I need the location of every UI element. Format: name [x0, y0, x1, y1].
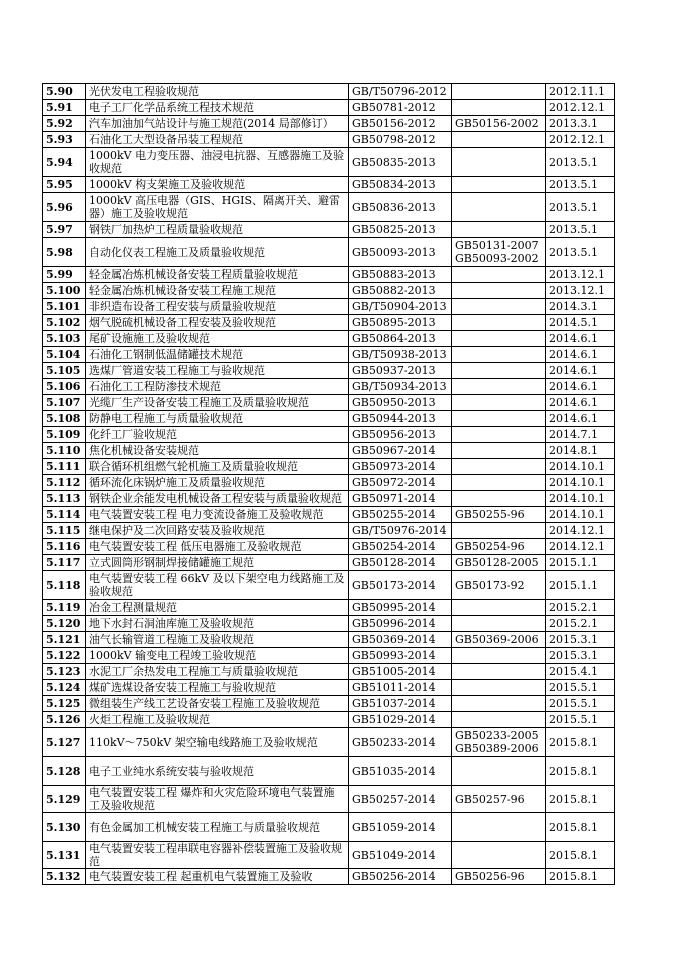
replaced-standard: [452, 616, 546, 632]
row-number: 5.110: [43, 443, 86, 459]
row-number: 5.111: [43, 459, 86, 475]
standard-code: GB50834-2013: [349, 177, 452, 193]
standard-code: GB50882-2013: [349, 283, 452, 299]
row-number: 5.127: [43, 728, 86, 757]
standard-code: GB51029-2014: [349, 712, 452, 728]
table-row: [43, 648, 615, 664]
replaced-standard: [452, 680, 546, 696]
table-row: [43, 632, 615, 648]
effective-date: 2015.8.1: [546, 842, 615, 869]
standard-name: 联合循环机组燃气轮机施工及质量验收规范: [86, 459, 349, 475]
table-row: [43, 600, 615, 616]
table-row: [43, 696, 615, 712]
table-row: [43, 283, 615, 299]
table-row: [43, 869, 615, 885]
standard-name: 立式圆筒形钢制焊接储罐施工规范: [86, 555, 349, 571]
standard-code: GB50967-2014: [349, 443, 452, 459]
table-row: [43, 222, 615, 238]
standard-code: GB50895-2013: [349, 315, 452, 331]
replaced-standard-code: GB50131-2007: [455, 239, 539, 252]
effective-date: 2014.6.1: [546, 411, 615, 427]
table-row: [43, 395, 615, 411]
row-number: 5.122: [43, 648, 86, 664]
replaced-standard-code: GB50156-2002: [455, 117, 539, 130]
standard-code: GB50093-2013: [349, 238, 452, 267]
standard-name: 1000kV 电力变压器、油浸电抗器、互感器施工及验收规范: [86, 148, 349, 177]
replaced-standard-code: GB50257-96: [455, 792, 525, 806]
replaced-standard: [452, 331, 546, 347]
replaced-standard: [452, 507, 546, 523]
standard-name: 煤矿选煤设备安装工程施工与验收规范: [86, 680, 349, 696]
replaced-standard: [452, 786, 546, 813]
standard-name: 尾矿设施施工及验收规范: [86, 331, 349, 347]
standard-name: 光缆厂生产设备安装工程施工及质量验收规范: [86, 395, 349, 411]
replaced-standard: [452, 100, 546, 116]
standard-name: 石油化工钢制低温储罐技术规范: [86, 347, 349, 363]
table-row: [43, 299, 615, 315]
row-number: 5.105: [43, 363, 86, 379]
effective-date: 2014.6.1: [546, 395, 615, 411]
effective-date: 2015.4.1: [546, 664, 615, 680]
replaced-standard: [452, 648, 546, 664]
standard-code: GB50173-2014: [349, 571, 452, 600]
replaced-standard: [452, 222, 546, 238]
standard-code: GB50956-2013: [349, 427, 452, 443]
effective-date: 2014.12.1: [546, 523, 615, 539]
standard-name: 1000kV 高压电器（GIS、HGIS、隔离开关、避雷器）施工及验收规范: [86, 193, 349, 222]
row-number: 5.130: [43, 813, 86, 842]
replaced-standard: [452, 475, 546, 491]
row-number: 5.97: [43, 222, 86, 238]
table-row: [43, 238, 615, 267]
row-number: 5.90: [43, 84, 86, 100]
standard-code: GB50972-2014: [349, 475, 452, 491]
effective-date: 2014.6.1: [546, 331, 615, 347]
row-number: 5.120: [43, 616, 86, 632]
table-row: [43, 757, 615, 786]
replaced-standard: [452, 571, 546, 600]
standards-table-body: [43, 84, 615, 885]
replaced-standard-code: GB50254-96: [455, 540, 525, 553]
effective-date: 2015.8.1: [546, 757, 615, 786]
standard-code: GB51035-2014: [349, 757, 452, 786]
row-number: 5.126: [43, 712, 86, 728]
table-row: [43, 363, 615, 379]
replaced-standard: [452, 664, 546, 680]
replaced-standard: [452, 347, 546, 363]
table-row: [43, 842, 615, 869]
row-number: 5.116: [43, 539, 86, 555]
row-number: 5.123: [43, 664, 86, 680]
replaced-standard: [452, 116, 546, 132]
table-row: [43, 786, 615, 813]
row-number: 5.108: [43, 411, 86, 427]
row-number: 5.117: [43, 555, 86, 571]
row-number: 5.109: [43, 427, 86, 443]
standard-code: GB50836-2013: [349, 193, 452, 222]
replaced-standard-code: GB50093-2002: [455, 252, 539, 265]
effective-date: 2015.1.1: [546, 555, 615, 571]
table-row: [43, 571, 615, 600]
replaced-standard: [452, 395, 546, 411]
replaced-standard: [452, 283, 546, 299]
replaced-standard: [452, 523, 546, 539]
standard-name: 非织造布设备工程安装与质量验收规范: [86, 299, 349, 315]
table-row: [43, 347, 615, 363]
standard-code: GB50254-2014: [349, 539, 452, 555]
standard-name: 选煤厂管道安装工程施工与验收规范: [86, 363, 349, 379]
replaced-standard: [452, 813, 546, 842]
standard-code: GB50255-2014: [349, 507, 452, 523]
effective-date: 2015.8.1: [546, 786, 615, 813]
row-number: 5.121: [43, 632, 86, 648]
effective-date: 2013.5.1: [546, 177, 615, 193]
standard-code: GB50950-2013: [349, 395, 452, 411]
standard-name: 钢铁厂加热炉工程质量验收规范: [86, 222, 349, 238]
standard-name: 继电保护及二次回路安装及验收规范: [86, 523, 349, 539]
row-number: 5.107: [43, 395, 86, 411]
effective-date: 2014.6.1: [546, 347, 615, 363]
standard-name: 电气装置安装工程 起重机电气装置施工及验收: [86, 869, 349, 885]
effective-date: 2015.3.1: [546, 648, 615, 664]
row-number: 5.106: [43, 379, 86, 395]
table-row: [43, 84, 615, 100]
standard-name: 火炬工程施工及验收规范: [86, 712, 349, 728]
standard-code: GB50883-2013: [349, 267, 452, 283]
table-row: [43, 459, 615, 475]
replaced-standard: [452, 757, 546, 786]
standard-name: 电气装置安装工程 爆炸和火灾危险环境电气装置施工及验收规范: [86, 786, 349, 813]
replaced-standard-code: GB50128-2005: [455, 556, 539, 569]
row-number: 5.93: [43, 132, 86, 148]
table-row: [43, 443, 615, 459]
table-row: [43, 664, 615, 680]
table-row: [43, 427, 615, 443]
row-number: 5.96: [43, 193, 86, 222]
table-row: [43, 177, 615, 193]
standard-name: 1000kV 构支架施工及验收规范: [86, 177, 349, 193]
standard-name: 烟气脱硫机械设备工程安装及验收规范: [86, 315, 349, 331]
row-number: 5.131: [43, 842, 86, 869]
effective-date: 2013.5.1: [546, 238, 615, 267]
table-row: [43, 331, 615, 347]
row-number: 5.98: [43, 238, 86, 267]
standard-code: GB50971-2014: [349, 491, 452, 507]
row-number: 5.99: [43, 267, 86, 283]
replaced-standard: [452, 299, 546, 315]
standard-name: 石油化工工程防渗技术规范: [86, 379, 349, 395]
effective-date: 2013.5.1: [546, 148, 615, 177]
table-row: [43, 539, 615, 555]
standard-name: 电气装置安装工程 低压电器施工及验收规范: [86, 539, 349, 555]
replaced-standard: [452, 869, 546, 885]
standard-code: GB51049-2014: [349, 842, 452, 869]
replaced-standard: [452, 238, 546, 267]
standard-code: GB50944-2013: [349, 411, 452, 427]
row-number: 5.113: [43, 491, 86, 507]
effective-date: 2015.2.1: [546, 600, 615, 616]
row-number: 5.125: [43, 696, 86, 712]
standards-table: [42, 83, 615, 885]
table-row: [43, 148, 615, 177]
replaced-standard: [452, 696, 546, 712]
standard-name: 焦化机械设备安装规范: [86, 443, 349, 459]
standard-code: GB50257-2014: [349, 786, 452, 813]
standard-code: GB50256-2014: [349, 869, 452, 885]
effective-date: 2013.5.1: [546, 193, 615, 222]
effective-date: 2015.8.1: [546, 813, 615, 842]
standard-code: GB/T50938-2013: [349, 347, 452, 363]
standard-name: 电气装置安装工程串联电容器补偿装置施工及验收规范: [86, 842, 349, 869]
table-row: [43, 475, 615, 491]
replaced-standard: [452, 491, 546, 507]
standard-code: GB/T50934-2013: [349, 379, 452, 395]
row-number: 5.101: [43, 299, 86, 315]
effective-date: 2014.10.1: [546, 459, 615, 475]
standard-code: GB50995-2014: [349, 600, 452, 616]
row-number: 5.114: [43, 507, 86, 523]
effective-date: 2014.6.1: [546, 363, 615, 379]
table-row: [43, 712, 615, 728]
replaced-standard: [452, 539, 546, 555]
effective-date: 2015.8.1: [546, 869, 615, 885]
table-row: [43, 555, 615, 571]
standard-code: GB50996-2014: [349, 616, 452, 632]
effective-date: 2014.6.1: [546, 379, 615, 395]
standard-name: 微组装生产线工艺设备安装工程施工及验收规范: [86, 696, 349, 712]
effective-date: 2015.5.1: [546, 712, 615, 728]
effective-date: 2014.8.1: [546, 443, 615, 459]
table-row: [43, 100, 615, 116]
replaced-standard: [452, 427, 546, 443]
effective-date: 2013.12.1: [546, 283, 615, 299]
row-number: 5.95: [43, 177, 86, 193]
standard-name: 电子工厂化学品系统工程技术规范: [86, 100, 349, 116]
effective-date: 2015.3.1: [546, 632, 615, 648]
replaced-standard-code: GB50389-2006: [455, 742, 539, 755]
row-number: 5.100: [43, 283, 86, 299]
replaced-standard: [452, 84, 546, 100]
row-number: 5.92: [43, 116, 86, 132]
effective-date: 2015.8.1: [546, 728, 615, 757]
table-row: [43, 411, 615, 427]
standard-code: GB50973-2014: [349, 459, 452, 475]
replaced-standard-code: GB50233-2005: [455, 729, 539, 742]
effective-date: 2014.5.1: [546, 315, 615, 331]
effective-date: 2013.3.1: [546, 116, 615, 132]
replaced-standard-code: GB50256-96: [455, 870, 525, 883]
replaced-standard: [452, 148, 546, 177]
standard-name: 汽车加油加气站设计与施工规范(2014 局部修订）: [86, 116, 349, 132]
standard-code: GB50128-2014: [349, 555, 452, 571]
effective-date: 2012.12.1: [546, 132, 615, 148]
row-number: 5.94: [43, 148, 86, 177]
row-number: 5.103: [43, 331, 86, 347]
table-row: [43, 267, 615, 283]
standard-code: GB51059-2014: [349, 813, 452, 842]
standard-name: 轻金属冶炼机械设备安装工程质量验收规范: [86, 267, 349, 283]
standard-name: 冶金工程测量规范: [86, 600, 349, 616]
effective-date: 2015.5.1: [546, 680, 615, 696]
standard-code: GB51005-2014: [349, 664, 452, 680]
row-number: 5.118: [43, 571, 86, 600]
replaced-standard: [452, 132, 546, 148]
effective-date: 2013.5.1: [546, 222, 615, 238]
row-number: 5.128: [43, 757, 86, 786]
row-number: 5.119: [43, 600, 86, 616]
replaced-standard-code: GB50173-92: [455, 578, 525, 592]
standard-name: 石油化工大型设备吊装工程规范: [86, 132, 349, 148]
replaced-standard: [452, 193, 546, 222]
table-row: [43, 491, 615, 507]
standard-code: GB50781-2012: [349, 100, 452, 116]
row-number: 5.91: [43, 100, 86, 116]
standard-code: GB/T50796-2012: [349, 84, 452, 100]
standard-name: 化纤工厂验收规范: [86, 427, 349, 443]
replaced-standard: [452, 600, 546, 616]
standard-name: 有色金属加工机械安装工程施工与质量验收规范: [86, 813, 349, 842]
replaced-standard: [452, 315, 546, 331]
standard-code: GB50864-2013: [349, 331, 452, 347]
replaced-standard: [452, 443, 546, 459]
standard-name: 水泥工厂余热发电工程施工与质量验收规范: [86, 664, 349, 680]
effective-date: 2015.1.1: [546, 571, 615, 600]
replaced-standard: [452, 632, 546, 648]
standard-code: GB51037-2014: [349, 696, 452, 712]
table-row: [43, 132, 615, 148]
replaced-standard: [452, 363, 546, 379]
standards-table-container: [42, 83, 614, 885]
standard-code: GB50993-2014: [349, 648, 452, 664]
standard-name: 轻金属冶炼机械设备安装工程施工规范: [86, 283, 349, 299]
replaced-standard: [452, 712, 546, 728]
replaced-standard: [452, 411, 546, 427]
standard-name: 1000kV 输变电工程竣工验收规范: [86, 648, 349, 664]
row-number: 5.102: [43, 315, 86, 331]
standard-name: 电气装置安装工程 电力变流设备施工及验收规范: [86, 507, 349, 523]
table-row: [43, 379, 615, 395]
table-row: [43, 616, 615, 632]
table-row: [43, 680, 615, 696]
replaced-standard: [452, 728, 546, 757]
row-number: 5.129: [43, 786, 86, 813]
table-row: [43, 116, 615, 132]
standard-name: 循环流化床锅炉施工及质量验收规范: [86, 475, 349, 491]
row-number: 5.104: [43, 347, 86, 363]
standard-code: GB50156-2012: [349, 116, 452, 132]
table-row: [43, 728, 615, 757]
standard-code: GB50835-2013: [349, 148, 452, 177]
row-number: 5.132: [43, 869, 86, 885]
row-number: 5.115: [43, 523, 86, 539]
table-row: [43, 523, 615, 539]
table-row: [43, 507, 615, 523]
table-row: [43, 813, 615, 842]
standard-code: GB50369-2014: [349, 632, 452, 648]
effective-date: 2015.5.1: [546, 696, 615, 712]
effective-date: 2012.12.1: [546, 100, 615, 116]
replaced-standard: [452, 267, 546, 283]
table-row: [43, 315, 615, 331]
standard-code: GB50798-2012: [349, 132, 452, 148]
standard-code: GB50825-2013: [349, 222, 452, 238]
effective-date: 2014.7.1: [546, 427, 615, 443]
effective-date: 2014.10.1: [546, 507, 615, 523]
replaced-standard-code: GB50369-2006: [455, 633, 539, 646]
standard-name: 防静电工程施工与质量验收规范: [86, 411, 349, 427]
replaced-standard: [452, 177, 546, 193]
standard-name: 地下水封石洞油库施工及验收规范: [86, 616, 349, 632]
replaced-standard: [452, 379, 546, 395]
standard-code: GB/T50976-2014: [349, 523, 452, 539]
effective-date: 2014.10.1: [546, 491, 615, 507]
row-number: 5.124: [43, 680, 86, 696]
standard-name: 电气装置安装工程 66kV 及以下架空电力线路施工及验收规范: [86, 571, 349, 600]
replaced-standard: [452, 842, 546, 869]
standard-name: 110kV～750kV 架空输电线路施工及验收规范: [86, 728, 349, 757]
standard-code: GB51011-2014: [349, 680, 452, 696]
standard-name: 自动化仪表工程施工及质量验收规范: [86, 238, 349, 267]
standard-name: 钢铁企业余能发电机械设备工程安装与质量验收规范: [86, 491, 349, 507]
replaced-standard: [452, 459, 546, 475]
standard-code: GB/T50904-2013: [349, 299, 452, 315]
standard-code: GB50233-2014: [349, 728, 452, 757]
replaced-standard-code: GB50255-96: [455, 508, 525, 521]
effective-date: 2014.10.1: [546, 475, 615, 491]
standard-code: GB50937-2013: [349, 363, 452, 379]
standard-name: 光伏发电工程验收规范: [86, 84, 349, 100]
replaced-standard: [452, 555, 546, 571]
effective-date: 2015.2.1: [546, 616, 615, 632]
row-number: 5.112: [43, 475, 86, 491]
effective-date: 2014.3.1: [546, 299, 615, 315]
effective-date: 2013.12.1: [546, 267, 615, 283]
standard-name: 油气长输管道工程施工及验收规范: [86, 632, 349, 648]
table-row: [43, 193, 615, 222]
effective-date: 2012.11.1: [546, 84, 615, 100]
standard-name: 电子工业纯水系统安装与验收规范: [86, 757, 349, 786]
effective-date: 2014.12.1: [546, 539, 615, 555]
